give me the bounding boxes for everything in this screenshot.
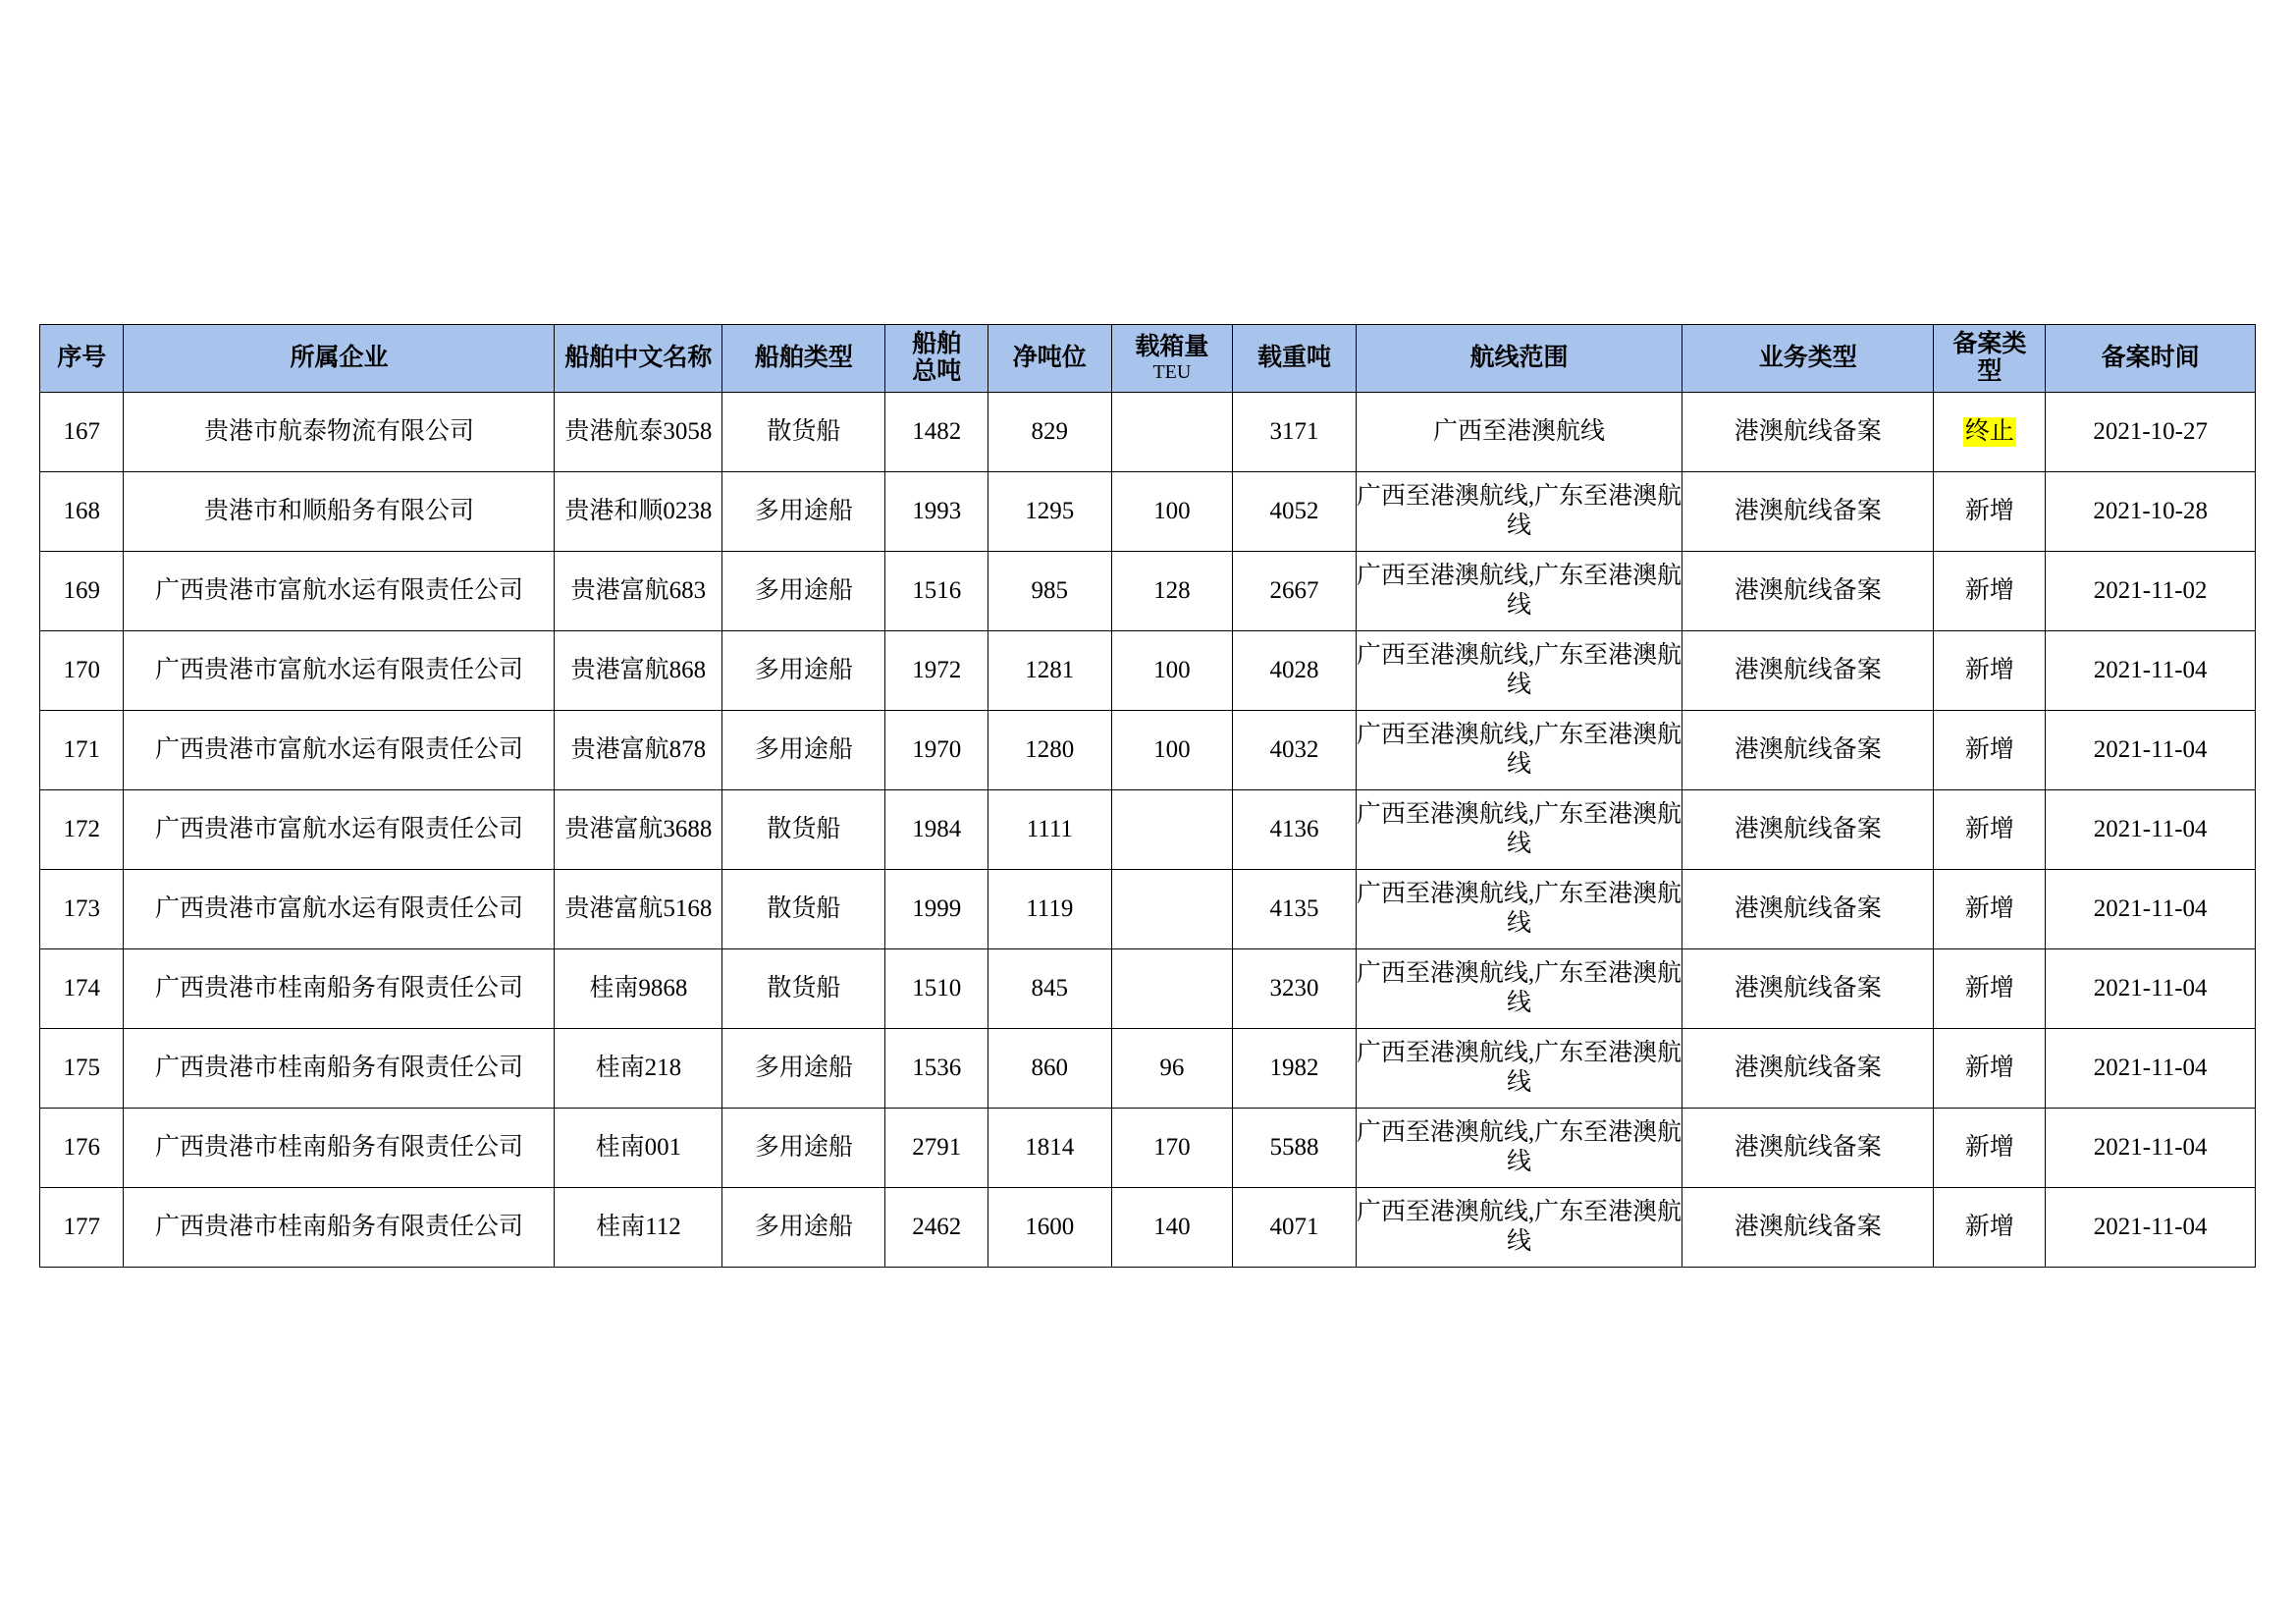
cell-ship-type: 多用途船 (722, 552, 885, 631)
cell-index: 172 (40, 790, 124, 870)
cell-company: 广西贵港市桂南船务有限责任公司 (124, 1029, 555, 1109)
cell-ship-type: 多用途船 (722, 1029, 885, 1109)
cell-net-tonnage: 1280 (988, 711, 1111, 790)
table-body (40, 393, 2256, 1268)
cell-net-tonnage: 1814 (988, 1109, 1111, 1188)
cell-company: 广西贵港市桂南船务有限责任公司 (124, 949, 555, 1029)
table-row (40, 552, 2256, 631)
cell-dwt: 3171 (1233, 393, 1357, 472)
cell-business-type: 港澳航线备案 (1682, 393, 1934, 472)
cell-dwt: 1982 (1233, 1029, 1357, 1109)
cell-index: 173 (40, 870, 124, 949)
shipping-registration-table (39, 324, 2256, 1268)
column-header-company: 所属企业 (124, 325, 555, 393)
cell-ship-name: 贵港富航3688 (555, 790, 722, 870)
cell-ship-type: 散货船 (722, 870, 885, 949)
cell-index: 168 (40, 472, 124, 552)
table-row (40, 870, 2256, 949)
table-row (40, 631, 2256, 711)
cell-index: 170 (40, 631, 124, 711)
cell-ship-type: 多用途船 (722, 1188, 885, 1268)
cell-dwt: 4032 (1233, 711, 1357, 790)
cell-teu: 170 (1111, 1109, 1232, 1188)
cell-record-time: 2021-11-04 (2046, 790, 2256, 870)
cell-gross-tonnage: 1984 (885, 790, 988, 870)
cell-record-type: 新增 (1934, 552, 2046, 631)
cell-record-time: 2021-10-27 (2046, 393, 2256, 472)
table-row (40, 949, 2256, 1029)
column-header-record-time: 备案时间 (2046, 325, 2256, 393)
cell-gross-tonnage: 1536 (885, 1029, 988, 1109)
cell-business-type: 港澳航线备案 (1682, 472, 1934, 552)
cell-gross-tonnage: 1972 (885, 631, 988, 711)
shipping-registration-sheet (39, 324, 2256, 1268)
cell-ship-type: 散货船 (722, 393, 885, 472)
cell-route: 广西至港澳航线,广东至港澳航线 (1356, 711, 1682, 790)
table-row (40, 1029, 2256, 1109)
cell-dwt: 4135 (1233, 870, 1357, 949)
column-header-index: 序号 (40, 325, 124, 393)
column-header-ship-name: 船舶中文名称 (555, 325, 722, 393)
cell-gross-tonnage: 1970 (885, 711, 988, 790)
table-row (40, 1188, 2256, 1268)
cell-index: 176 (40, 1109, 124, 1188)
cell-route: 广西至港澳航线,广东至港澳航线 (1356, 1029, 1682, 1109)
cell-record-time: 2021-11-04 (2046, 1188, 2256, 1268)
cell-index: 177 (40, 1188, 124, 1268)
cell-business-type: 港澳航线备案 (1682, 790, 1934, 870)
cell-gross-tonnage: 2791 (885, 1109, 988, 1188)
cell-company: 贵港市和顺船务有限公司 (124, 472, 555, 552)
table-row (40, 393, 2256, 472)
column-header-gross-tonnage-line1: 船舶 (912, 331, 962, 357)
table-row (40, 790, 2256, 870)
cell-net-tonnage: 829 (988, 393, 1111, 472)
cell-teu: 100 (1111, 472, 1232, 552)
cell-ship-name: 贵港富航683 (555, 552, 722, 631)
cell-ship-type: 散货船 (722, 790, 885, 870)
cell-gross-tonnage: 1999 (885, 870, 988, 949)
cell-dwt: 3230 (1233, 949, 1357, 1029)
table-header (40, 325, 2256, 393)
cell-business-type: 港澳航线备案 (1682, 870, 1934, 949)
cell-record-type: 新增 (1934, 631, 2046, 711)
cell-ship-type: 多用途船 (722, 472, 885, 552)
column-header-gross-tonnage-line2: 总吨 (912, 358, 962, 385)
cell-company: 贵港市航泰物流有限公司 (124, 393, 555, 472)
cell-net-tonnage: 1119 (988, 870, 1111, 949)
cell-record-type: 新增 (1934, 949, 2046, 1029)
cell-route: 广西至港澳航线,广东至港澳航线 (1356, 472, 1682, 552)
column-header-teu-line1: 载箱量 (1135, 334, 1209, 360)
cell-record-time: 2021-11-04 (2046, 949, 2256, 1029)
cell-teu (1111, 949, 1232, 1029)
cell-route: 广西至港澳航线,广东至港澳航线 (1356, 631, 1682, 711)
cell-gross-tonnage: 1510 (885, 949, 988, 1029)
cell-route: 广西至港澳航线,广东至港澳航线 (1356, 790, 1682, 870)
cell-route: 广西至港澳航线,广东至港澳航线 (1356, 1188, 1682, 1268)
cell-route: 广西至港澳航线,广东至港澳航线 (1356, 1109, 1682, 1188)
cell-route: 广西至港澳航线,广东至港澳航线 (1356, 552, 1682, 631)
cell-index: 175 (40, 1029, 124, 1109)
table-header-row (40, 325, 2256, 393)
cell-ship-name: 桂南001 (555, 1109, 722, 1188)
cell-net-tonnage: 1600 (988, 1188, 1111, 1268)
cell-net-tonnage: 1111 (988, 790, 1111, 870)
cell-company: 广西贵港市富航水运有限责任公司 (124, 790, 555, 870)
cell-teu: 96 (1111, 1029, 1232, 1109)
cell-record-time: 2021-10-28 (2046, 472, 2256, 552)
cell-net-tonnage: 845 (988, 949, 1111, 1029)
cell-index: 169 (40, 552, 124, 631)
cell-gross-tonnage: 1993 (885, 472, 988, 552)
column-header-business-type: 业务类型 (1682, 325, 1934, 393)
cell-record-type: 新增 (1934, 711, 2046, 790)
cell-company: 广西贵港市桂南船务有限责任公司 (124, 1188, 555, 1268)
cell-dwt: 4052 (1233, 472, 1357, 552)
cell-dwt: 2667 (1233, 552, 1357, 631)
cell-dwt: 4136 (1233, 790, 1357, 870)
cell-teu: 128 (1111, 552, 1232, 631)
cell-business-type: 港澳航线备案 (1682, 711, 1934, 790)
cell-record-type: 新增 (1934, 472, 2046, 552)
column-header-net-tonnage: 净吨位 (988, 325, 1111, 393)
cell-dwt: 5588 (1233, 1109, 1357, 1188)
cell-net-tonnage: 985 (988, 552, 1111, 631)
cell-record-type: 新增 (1934, 1029, 2046, 1109)
cell-ship-type: 多用途船 (722, 1109, 885, 1188)
cell-record-time: 2021-11-04 (2046, 631, 2256, 711)
cell-route: 广西至港澳航线,广东至港澳航线 (1356, 870, 1682, 949)
cell-route: 广西至港澳航线,广东至港澳航线 (1356, 949, 1682, 1029)
cell-dwt: 4071 (1233, 1188, 1357, 1268)
cell-record-time: 2021-11-04 (2046, 1029, 2256, 1109)
cell-business-type: 港澳航线备案 (1682, 1109, 1934, 1188)
cell-ship-type: 多用途船 (722, 711, 885, 790)
cell-record-type (1934, 393, 2046, 472)
cell-ship-type: 多用途船 (722, 631, 885, 711)
cell-gross-tonnage: 1516 (885, 552, 988, 631)
cell-business-type: 港澳航线备案 (1682, 949, 1934, 1029)
cell-ship-name: 桂南9868 (555, 949, 722, 1029)
column-header-record-type-line2: 型 (1977, 358, 2002, 385)
cell-teu: 100 (1111, 631, 1232, 711)
cell-company: 广西贵港市富航水运有限责任公司 (124, 552, 555, 631)
cell-ship-name: 桂南218 (555, 1029, 722, 1109)
cell-company: 广西贵港市富航水运有限责任公司 (124, 870, 555, 949)
cell-teu (1111, 790, 1232, 870)
cell-business-type: 港澳航线备案 (1682, 631, 1934, 711)
cell-business-type: 港澳航线备案 (1682, 1029, 1934, 1109)
cell-ship-name: 贵港富航878 (555, 711, 722, 790)
cell-teu (1111, 870, 1232, 949)
cell-company: 广西贵港市富航水运有限责任公司 (124, 711, 555, 790)
cell-route: 广西至港澳航线 (1356, 393, 1682, 472)
cell-index: 174 (40, 949, 124, 1029)
cell-ship-name: 贵港富航868 (555, 631, 722, 711)
column-header-route: 航线范围 (1356, 325, 1682, 393)
cell-gross-tonnage: 2462 (885, 1188, 988, 1268)
cell-record-type: 新增 (1934, 870, 2046, 949)
cell-gross-tonnage: 1482 (885, 393, 988, 472)
column-header-dwt: 载重吨 (1233, 325, 1357, 393)
table-row (40, 711, 2256, 790)
column-header-teu (1111, 325, 1232, 393)
cell-record-type: 新增 (1934, 1109, 2046, 1188)
cell-ship-name: 贵港航泰3058 (555, 393, 722, 472)
cell-record-type: 新增 (1934, 790, 2046, 870)
cell-ship-name: 贵港富航5168 (555, 870, 722, 949)
column-header-ship-type: 船舶类型 (722, 325, 885, 393)
cell-index: 171 (40, 711, 124, 790)
cell-teu (1111, 393, 1232, 472)
cell-teu: 140 (1111, 1188, 1232, 1268)
column-header-gross-tonnage (885, 325, 988, 393)
cell-dwt: 4028 (1233, 631, 1357, 711)
cell-record-time: 2021-11-04 (2046, 870, 2256, 949)
cell-record-time: 2021-11-02 (2046, 552, 2256, 631)
table-row (40, 472, 2256, 552)
column-header-record-type (1934, 325, 2046, 393)
cell-ship-name: 贵港和顺0238 (555, 472, 722, 552)
cell-record-type: 新增 (1934, 1188, 2046, 1268)
column-header-teu-line2: TEU (1152, 361, 1192, 383)
cell-net-tonnage: 1281 (988, 631, 1111, 711)
cell-net-tonnage: 1295 (988, 472, 1111, 552)
cell-ship-type: 散货船 (722, 949, 885, 1029)
column-header-record-type-line1: 备案类 (1952, 331, 2027, 357)
cell-ship-name: 桂南112 (555, 1188, 722, 1268)
cell-record-time: 2021-11-04 (2046, 1109, 2256, 1188)
cell-record-time: 2021-11-04 (2046, 711, 2256, 790)
table-row (40, 1109, 2256, 1188)
cell-business-type: 港澳航线备案 (1682, 1188, 1934, 1268)
cell-company: 广西贵港市桂南船务有限责任公司 (124, 1109, 555, 1188)
cell-index: 167 (40, 393, 124, 472)
cell-teu: 100 (1111, 711, 1232, 790)
cell-net-tonnage: 860 (988, 1029, 1111, 1109)
status-badge: 终止 (1963, 417, 2016, 448)
cell-company: 广西贵港市富航水运有限责任公司 (124, 631, 555, 711)
cell-business-type: 港澳航线备案 (1682, 552, 1934, 631)
